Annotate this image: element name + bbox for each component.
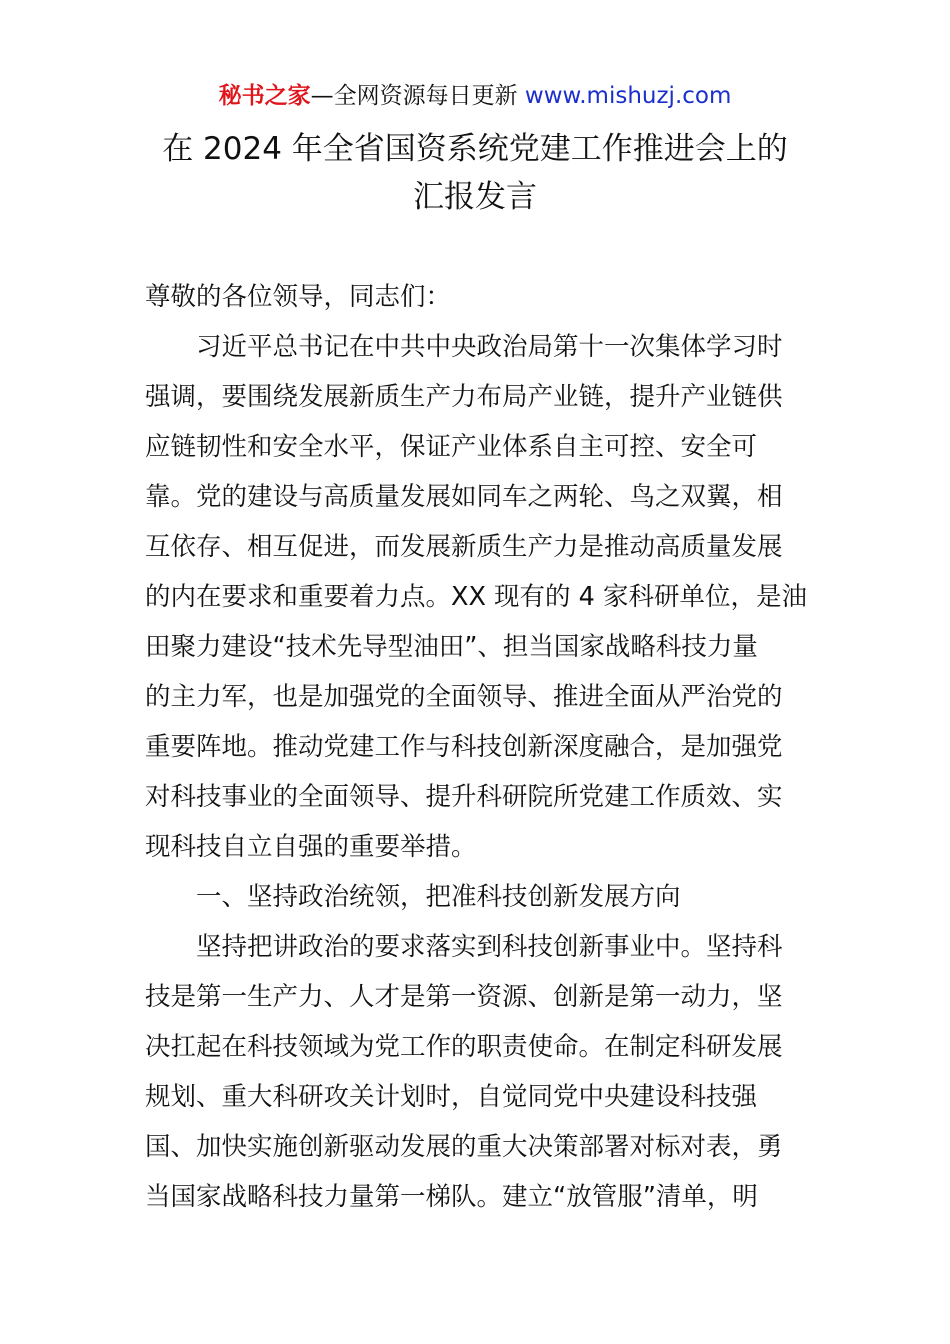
- header-tagline: —全网资源每日更新: [310, 83, 525, 109]
- paragraph-line: 的主力军，也是加强党的全面领导、推进全面从严治党的: [145, 682, 783, 712]
- paragraph-line: 对科技事业的全面领导、提升科研院所党建工作质效、实: [145, 782, 783, 812]
- paragraph-line: 当国家战略科技力量第一梯队。建立“放管服”清单，明: [145, 1182, 758, 1212]
- paragraph-line: 互依存、相互促进，而发展新质生产力是推动高质量发展: [145, 532, 783, 562]
- section-heading: 一、坚持政治统领，把准科技创新发展方向: [196, 882, 681, 912]
- paragraph-line: 规划、重大科研攻关计划时，自觉同党中央建设科技强: [145, 1082, 758, 1112]
- brand-name: 秘书之家: [218, 83, 311, 109]
- paragraph-line: 强调，要围绕发展新质生产力布局产业链，提升产业链供: [145, 382, 783, 412]
- paragraph-line: 现科技自立自强的重要举措。: [145, 832, 477, 862]
- paragraph-line: 技是第一生产力、人才是第一资源、创新是第一动力，坚: [145, 982, 783, 1012]
- paragraph-line: 坚持把讲政治的要求落实到科技创新事业中。坚持科: [196, 932, 783, 962]
- paragraph-line: 重要阵地。推动党建工作与科技创新深度融合，是加强党: [145, 732, 783, 762]
- paragraph-line: 国、加快实施创新驱动发展的重大决策部署对标对表，勇: [145, 1132, 783, 1162]
- document-title-line-1: 在 2024 年全省国资系统党建工作推进会上的: [162, 131, 788, 167]
- site-header: [0, 80, 950, 112]
- paragraph-line: 决扛起在科技领域为党工作的职责使命。在制定科研发展: [145, 1032, 783, 1062]
- paragraph-line: 田聚力建设“技术先导型油田”、担当国家战略科技力量: [145, 632, 758, 662]
- paragraph-line: 应链韧性和安全水平，保证产业体系自主可控、安全可: [145, 432, 758, 462]
- paragraph-line: 靠。党的建设与高质量发展如同车之两轮、鸟之双翼，相: [145, 482, 783, 512]
- site-url-link[interactable]: www.mishuzj.com: [524, 83, 732, 109]
- document-title-line-2: 汇报发言: [413, 179, 537, 215]
- paragraph-line: 的内在要求和重要着力点。XX 现有的 4 家科研单位，是油: [145, 582, 807, 612]
- paragraph-line: 习近平总书记在中共中央政治局第十一次集体学习时: [196, 332, 783, 362]
- salutation: 尊敬的各位领导，同志们：: [145, 282, 452, 312]
